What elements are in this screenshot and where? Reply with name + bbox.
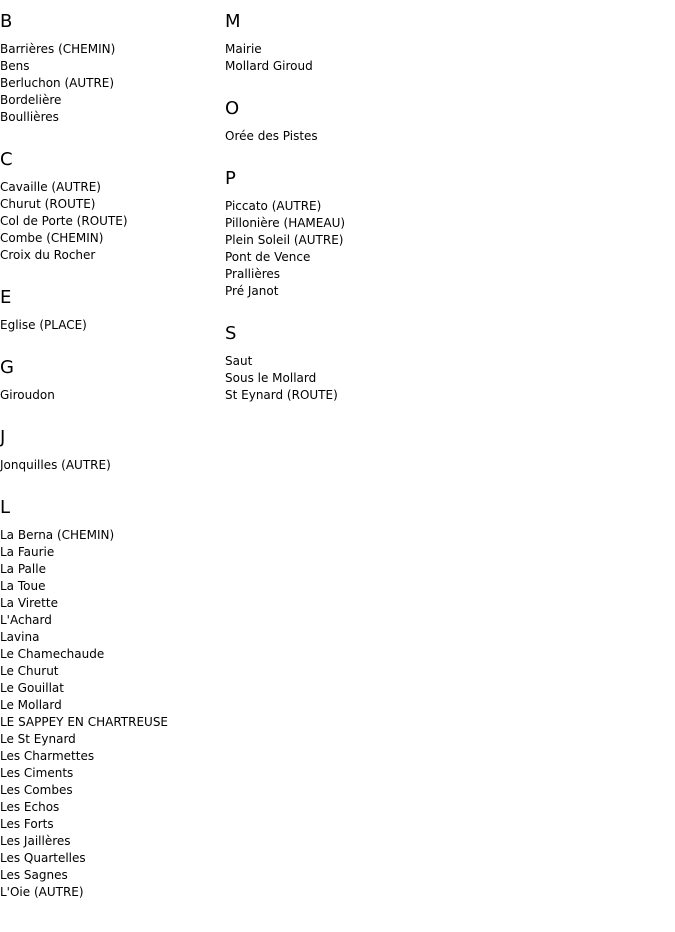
place-name-item: Les Sagnes [0, 868, 68, 882]
place-list [225, 41, 445, 75]
section-letter-heading: M [225, 11, 241, 32]
section-letter-heading: L [0, 497, 11, 518]
place-list [0, 41, 220, 126]
index-section-g [0, 357, 220, 404]
section-letter-heading: J [0, 427, 6, 448]
place-list [0, 179, 220, 264]
place-name-item: Le Gouillat [0, 681, 64, 695]
place-name-item: Les Echos [0, 800, 60, 814]
place-name-item: Mollard Giroud [225, 59, 313, 73]
index-column-right [225, 11, 445, 427]
place-name-item: Le Mollard [0, 698, 62, 712]
index-column-left [0, 11, 220, 924]
index-section-c [0, 149, 220, 264]
place-name-item: St Eynard (ROUTE) [225, 388, 338, 402]
place-name-item: Les Charmettes [0, 749, 95, 763]
place-name-item: Plein Soleil (AUTRE) [225, 233, 344, 247]
place-name-item: L'Oie (AUTRE) [0, 885, 84, 899]
place-name-item: Eglise (PLACE) [0, 318, 87, 332]
place-name-item: Les Quartelles [0, 851, 86, 865]
section-letter-heading: C [0, 149, 13, 170]
place-name-item: Cavaille (AUTRE) [0, 180, 101, 194]
place-name-item: Prallières [225, 267, 281, 281]
place-list [0, 387, 220, 404]
place-name-item: Bordelière [0, 93, 62, 107]
place-name-item: Bens [0, 59, 30, 73]
section-letter-heading: B [0, 11, 13, 32]
place-name-item: Churut (ROUTE) [0, 197, 96, 211]
place-list [225, 198, 445, 300]
place-name-item: Le Churut [0, 664, 59, 678]
place-name-item: Les Ciments [0, 766, 74, 780]
place-name-item: Pillonière (HAMEAU) [225, 216, 346, 230]
place-name-item: Les Forts [0, 817, 54, 831]
place-name-item: L'Achard [0, 613, 52, 627]
place-name-item: La Virette [0, 596, 58, 610]
place-name-item: Jonquilles (AUTRE) [0, 458, 111, 472]
place-name-item: Combe (CHEMIN) [0, 231, 104, 245]
place-name-item: Col de Porte (ROUTE) [0, 214, 128, 228]
place-name-item: La Toue [0, 579, 46, 593]
place-list [225, 353, 445, 404]
place-name-item: Le Chamechaude [0, 647, 105, 661]
index-section-m [225, 11, 445, 75]
place-name-item: Barrières (CHEMIN) [0, 42, 116, 56]
place-name-item: Lavina [0, 630, 40, 644]
section-letter-heading: O [225, 98, 240, 119]
index-section-s [225, 323, 445, 404]
place-name-item: Boullières [0, 110, 59, 124]
place-name-item: Orée des Pistes [225, 129, 318, 143]
place-name-item: Pré Janot [225, 284, 279, 298]
place-name-item: LE SAPPEY EN CHARTREUSE [0, 715, 169, 729]
index-section-e [0, 287, 220, 334]
place-name-item: Saut [225, 354, 253, 368]
place-name-item: Les Jaillères [0, 834, 71, 848]
place-name-item: Sous le Mollard [225, 371, 317, 385]
place-name-item: Les Combes [0, 783, 73, 797]
place-name-item: Mairie [225, 42, 262, 56]
place-name-item: La Berna (CHEMIN) [0, 528, 115, 542]
index-section-l [0, 497, 220, 901]
section-letter-heading: P [225, 168, 236, 189]
place-name-item: La Palle [0, 562, 46, 576]
index-section-o [225, 98, 445, 145]
place-name-item: Pont de Vence [225, 250, 311, 264]
place-list [0, 527, 220, 901]
place-list [0, 457, 220, 474]
index-section-b [0, 11, 220, 126]
place-list [0, 317, 220, 334]
section-letter-heading: G [0, 357, 14, 378]
place-name-item: Le St Eynard [0, 732, 76, 746]
place-name-item: Croix du Rocher [0, 248, 96, 262]
section-letter-heading: S [225, 323, 237, 344]
place-name-item: Piccato (AUTRE) [225, 199, 322, 213]
place-name-item: Berluchon (AUTRE) [0, 76, 115, 90]
index-section-p [225, 168, 445, 300]
place-list [225, 128, 445, 145]
place-name-item: Giroudon [0, 388, 55, 402]
place-name-item: La Faurie [0, 545, 55, 559]
index-section-j [0, 427, 220, 474]
section-letter-heading: E [0, 287, 12, 308]
